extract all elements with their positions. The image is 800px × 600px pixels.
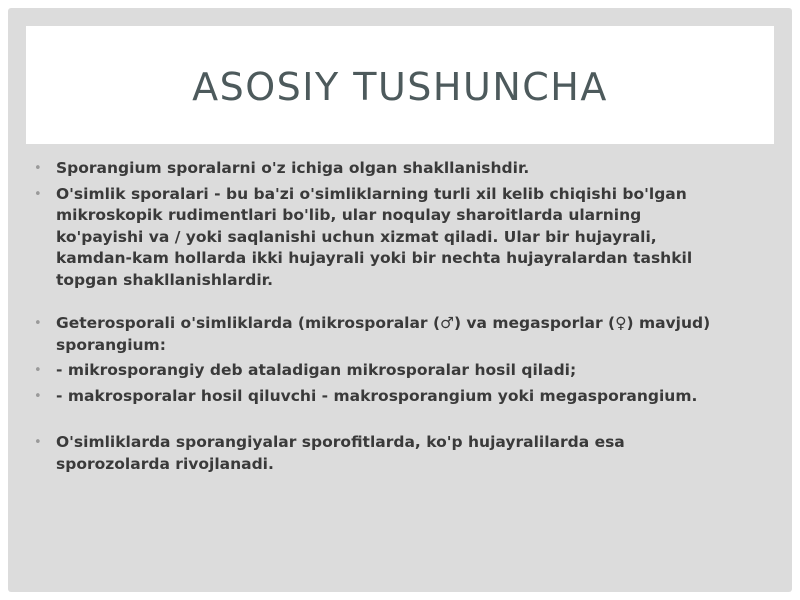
bullet-list bbox=[32, 158, 732, 475]
bullet-item bbox=[32, 432, 732, 475]
bullet-icon: • bbox=[34, 363, 42, 378]
title-box bbox=[26, 26, 774, 144]
bullet-icon: • bbox=[34, 186, 42, 202]
bullet-item bbox=[32, 386, 732, 408]
slide-title: ASOSIY TUSHUNCHA bbox=[192, 65, 608, 109]
bullet-text: Sporangium sporalarni o'z ichiga olgan shakllanishdir. bbox=[56, 159, 530, 177]
bullet-item bbox=[32, 360, 732, 382]
slide-content bbox=[32, 158, 732, 475]
bullet-item bbox=[32, 313, 732, 356]
bullet-text: Geterosporali o'simliklarda (mikrosporalar (♂) va megasporlar (♀) mavjud) sporangium: bbox=[56, 314, 711, 354]
bullet-icon: • bbox=[34, 316, 42, 331]
bullet-item bbox=[32, 158, 732, 180]
bullet-icon: • bbox=[34, 161, 42, 176]
bullet-text: O'simlik sporalari - bu ba'zi o'simliklarning turli xil kelib chiqishi bo'lgan mikroskopik rudimentlari bo'lib, ular noqulay sharoitlarda ularning ko'payishi va / yoki saqlanishi uchun xizmat qiladi. Ular bir hujayrali, kamdan-kam hollarda ikki hujayrali yoki bir nechta hujayralardan tashkil topgan shakllanishlardir. bbox=[56, 184, 693, 289]
bullet-icon: • bbox=[34, 388, 42, 404]
bullet-text: O'simliklarda sporangiyalar sporofitlarda, ko'p hujayralilarda esa sporozolarda rivojlanadi. bbox=[56, 433, 625, 473]
bullet-item bbox=[32, 184, 732, 292]
slide bbox=[8, 8, 792, 592]
bullet-text: - makrosporalar hosil qiluvchi - makrosporangium yoki megasporangium. bbox=[56, 386, 698, 405]
bullet-icon: • bbox=[34, 435, 42, 450]
bullet-text: - mikrosporangiy deb ataladigan mikrosporalar hosil qiladi; bbox=[56, 361, 577, 379]
